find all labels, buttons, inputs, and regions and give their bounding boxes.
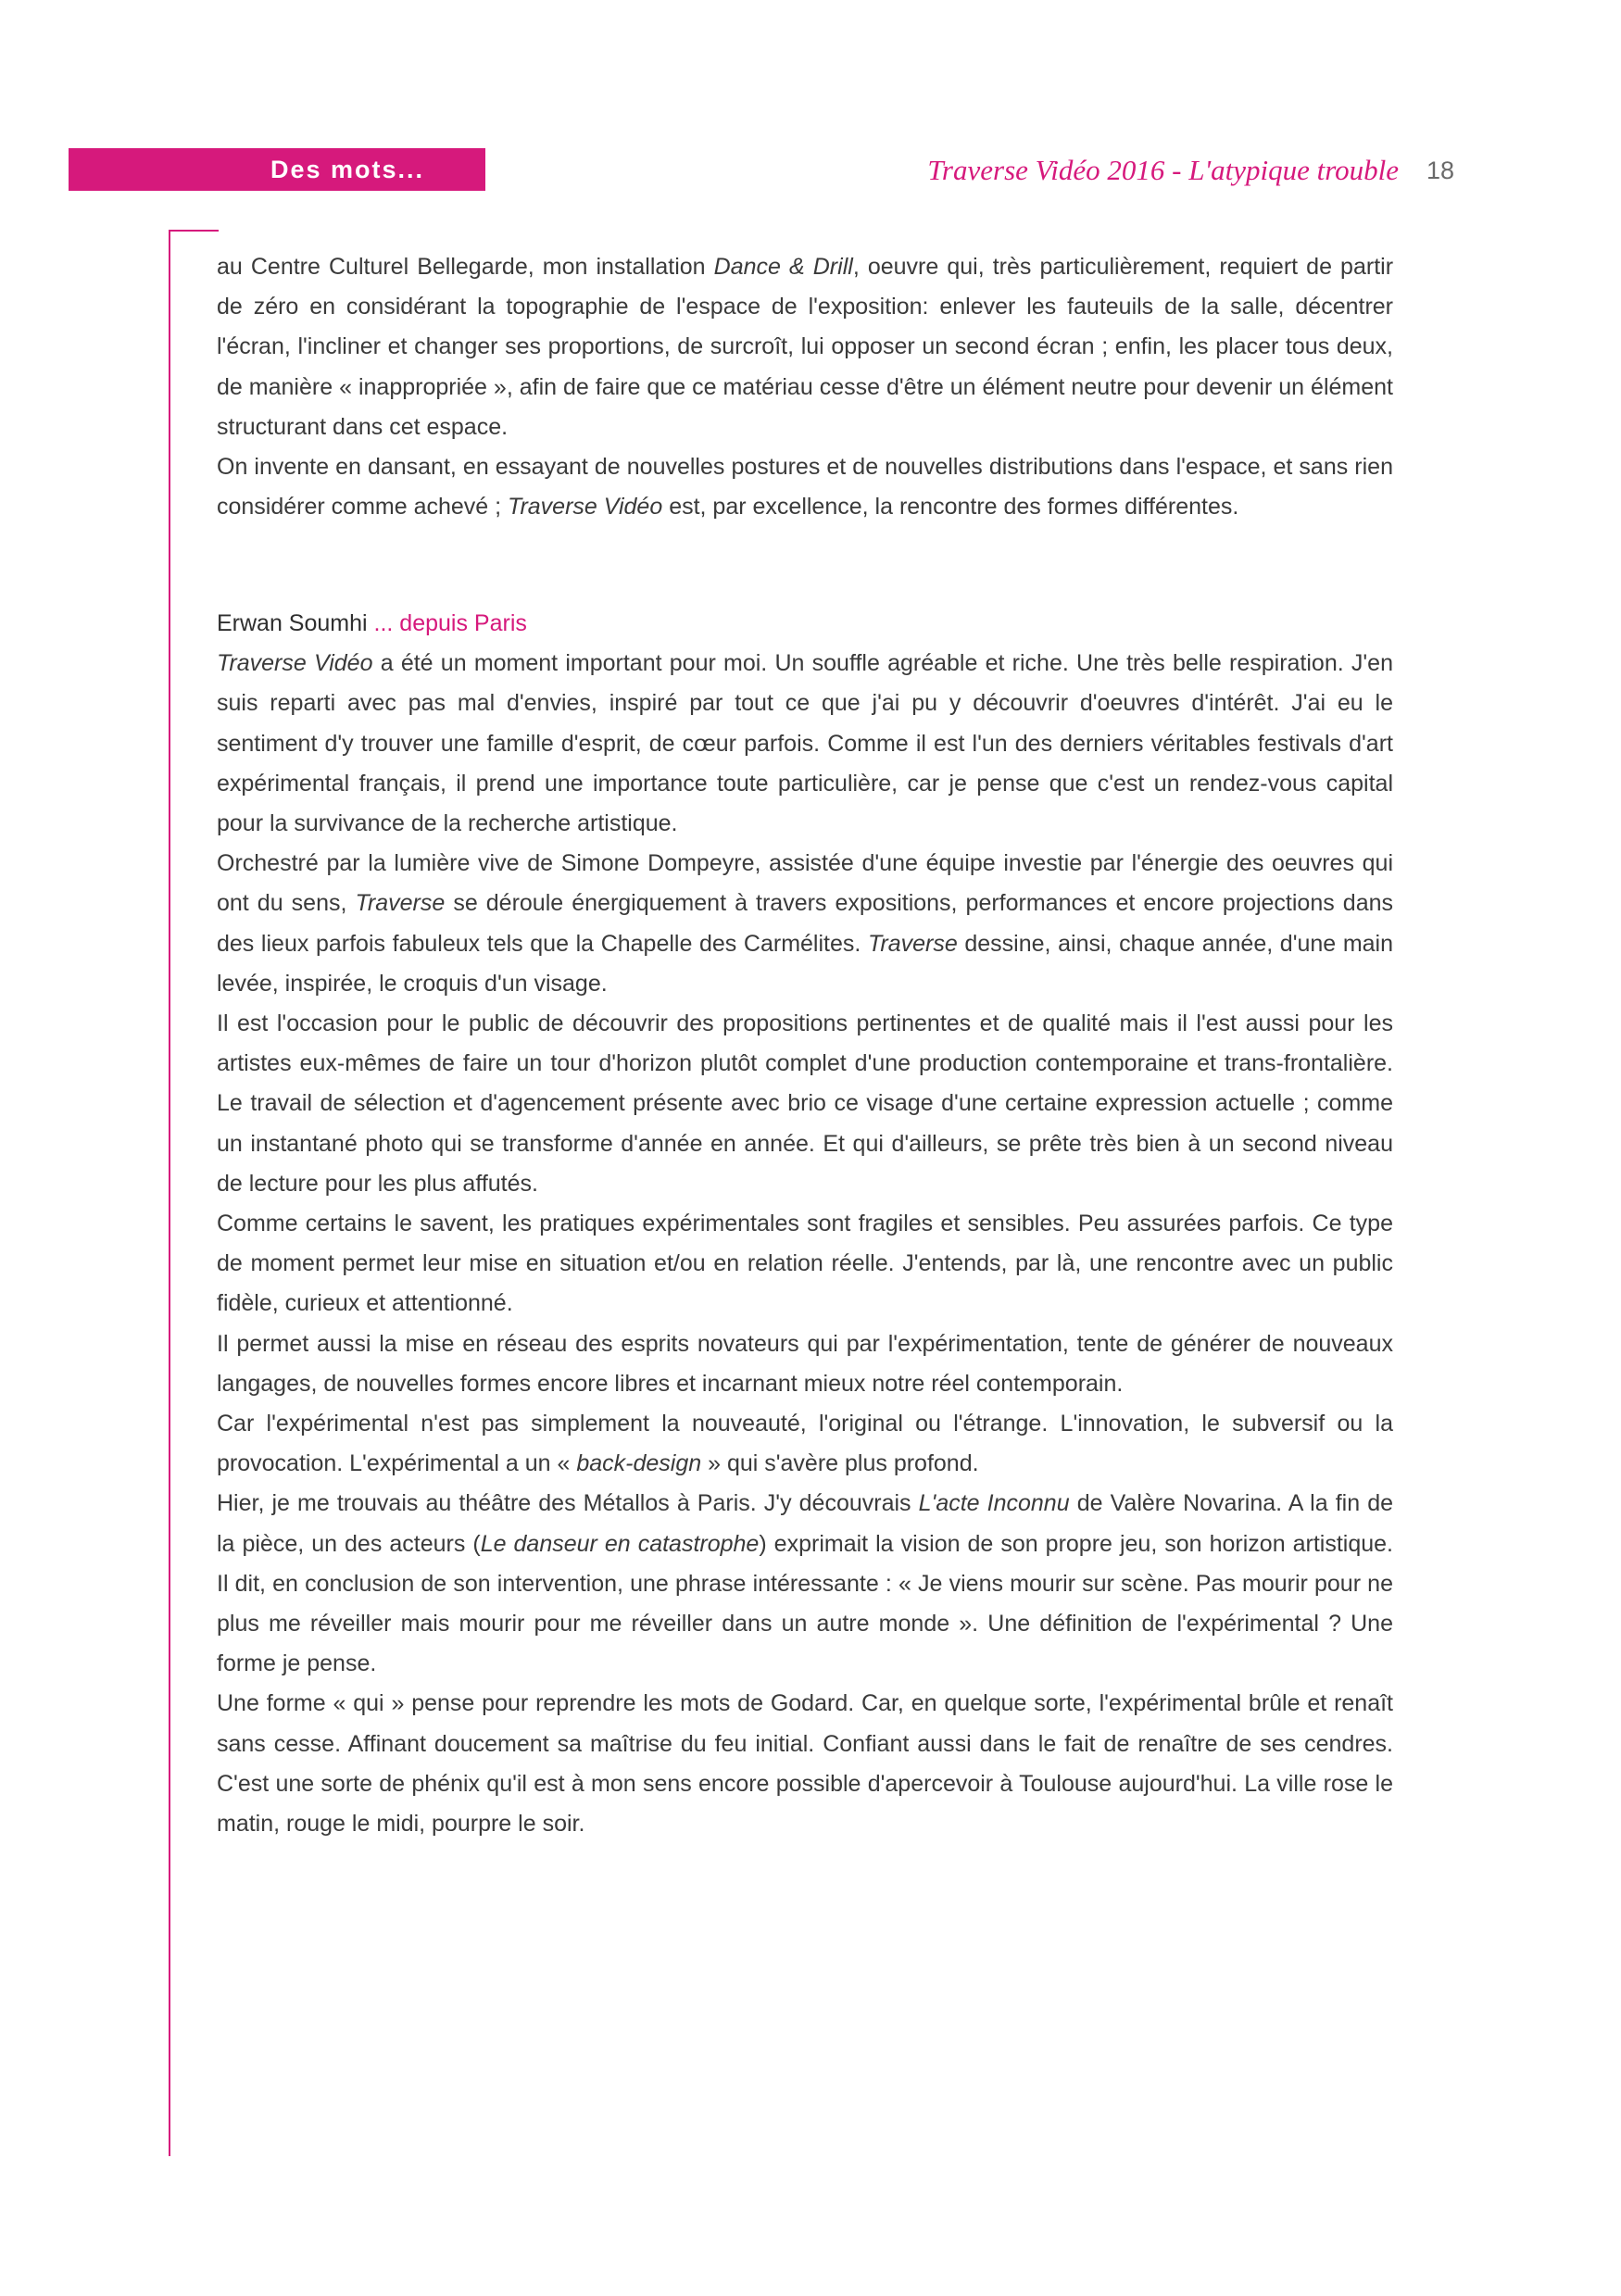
margin-tick [169,230,219,232]
paragraph: au Centre Culturel Bellegarde, mon installation Dance & Drill, oeuvre qui, très particulièrement, requiert de partir de zéro en considérant la topographie de l'espace de l'exposition: enlever les fauteuils de la salle, décentrer l'écran, l'incliner et changer ses proportions, de surcroît, lui opposer un second écran ; enfin, les placer tous deux, de manière « inappropriée », afin de faire que ce matériau cesse d'être un élément neutre pour devenir un élément structurant dans cet espace. [217,254,1394,440]
intro-text [217,247,1393,527]
paragraph: Il permet aussi la mise en réseau des esprits novateurs qui par l'expérimentation, tente de générer de nouveaux langages, de nouvelles formes encore libres et incarnant mieux notre réel contemporain. [217,1330,1393,1397]
running-title: Traverse Vidéo 2016 - L'atypique trouble [927,154,1399,186]
paragraph: Hier, je me trouvais au théâtre des Métallos à Paris. J'y découvrais L'acte Inconnu de Valère Novarina. A la fin de la pièce, un des acteurs (Le danseur en catastrophe) exprimait la vision de son propre jeu, son horizon artistique. Il dit, en conclusion de son intervention, une phrase intéressante : « Je viens mourir sur scène. Pas mourir pour ne plus me réveiller mais mourir pour me réveiller dans un autre monde ». Une définition de l'expérimental ? Une forme je pense. [217,1490,1394,1677]
paragraph: Il est l'occasion pour le public de découvrir des propositions pertinentes et de qualité mais il l'est aussi pour les artistes eux-mêmes de faire un tour d'horizon plutôt complet d'une production contemporaine et trans-frontalière. Le travail de sélection et d'agencement présente avec brio ce visage d'une certaine expression actuelle ; comme un instantané photo qui se transforme d'année en année. Et qui d'ailleurs, se prête très bien à un second niveau de lecture pour les plus affutés. [217,1010,1393,1197]
paragraph: Une forme « qui » pense pour reprendre les mots de Godard. Car, en quelque sorte, l'expérimental brûle et renaît sans cesse. Affinant doucement sa maîtrise du feu initial. Confiant aussi dans le fait de renaître de ses cendres. C'est une sorte de phénix qu'il est à mon sens encore possible d'apercevoir à Toulouse aujourd'hui. La ville rose le matin, rouge le midi, pourpre le soir. [217,1690,1393,1838]
page-number: 18 [1426,157,1455,184]
author-location: ... depuis Paris [367,610,527,636]
paragraph: Traverse Vidéo a été un moment important pour moi. Un souffle agréable et riche. Une très belle respiration. J'en suis reparti avec pas mal d'envies, inspiré par tout ce que j'ai pu y découvrir d'oeuvres d'intérêt. J'ai eu le sentiment d'y trouver une famille d'esprit, de cœur parfois. Comme il est l'un des derniers véritables festivals d'art expérimental français, il prend une importance toute particulière, car je pense que c'est un rendez-vous capital pour la survivance de la recherche artistique. [217,650,1393,837]
contributor-heading [217,604,1393,644]
section-label: Des mots... [270,156,425,183]
paragraph: Comme certains le savent, les pratiques expérimentales sont fragiles et sensibles. Peu assurées parfois. Ce type de moment permet leur mise en situation et/ou en relation réelle. J'entends, par là, une rencontre avec un public fidèle, curieux et attentionné. [217,1211,1393,1317]
paragraph: On invente en dansant, en essayant de nouvelles postures et de nouvelles distributions dans l'espace, et sans rien considérer comme achevé ; Traverse Vidéo est, par excellence, la rencontre des formes différentes. [217,454,1393,521]
author-name: Erwan Soumhi [217,610,368,636]
paragraph: Car l'expérimental n'est pas simplement la nouveauté, l'original ou l'étrange. L'innovation, le subversif ou la provocation. L'expérimental a un « back-design » qui s'avère plus profond. [217,1411,1393,1477]
section-tab [69,148,485,191]
margin-rule [169,230,170,2156]
contribution-text [217,604,1393,1844]
paragraph: Orchestré par la lumière vive de Simone Dompeyre, assistée d'une équipe investie par l'énergie des oeuvres qui ont du sens, Traverse se déroule énergiquement à travers expositions, performances et encore projections dans des lieux parfois fabuleux tels que la Chapelle des Carmélites. Traverse dessine, ainsi, chaque année, d'une main levée, inspirée, le croquis d'un visage. [217,850,1394,997]
